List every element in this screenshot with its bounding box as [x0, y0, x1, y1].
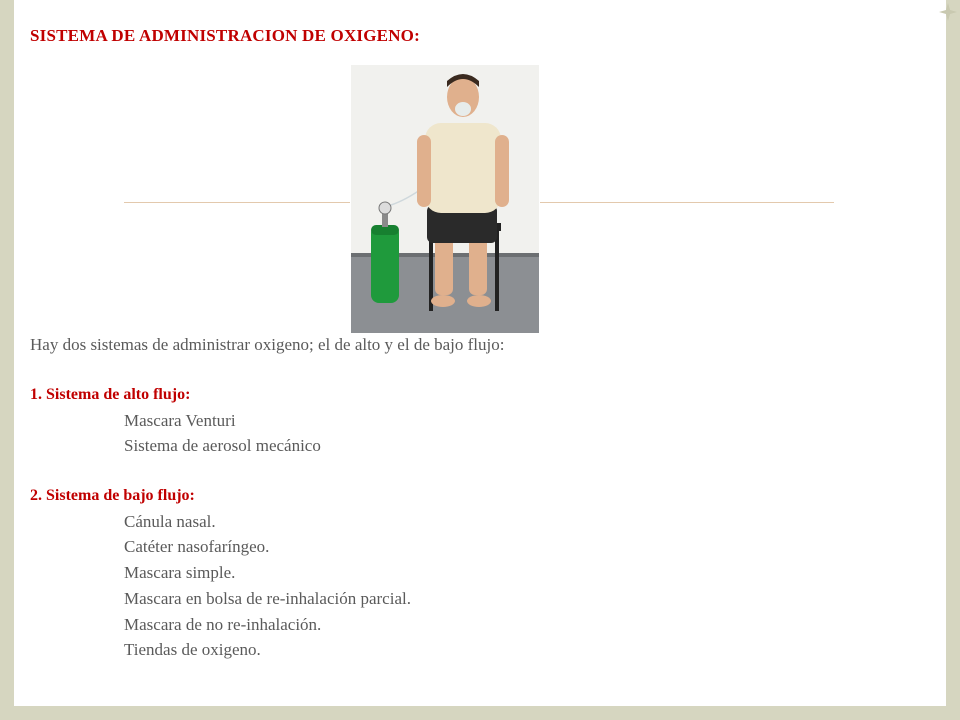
section-high-flow-heading: 1. Sistema de alto flujo:: [30, 386, 191, 403]
list-item: Mascara Venturi: [124, 411, 236, 430]
list-item: Mascara en bolsa de re-inhalación parcial.: [124, 589, 411, 608]
list-item: Mascara de no re-inhalación.: [124, 615, 322, 634]
list-item: Mascara simple.: [124, 563, 236, 582]
list-item: Cánula nasal.: [124, 512, 216, 531]
list-item: Sistema de aerosol mecánico: [124, 436, 321, 455]
patient-oxygen-photo: [351, 65, 539, 333]
slide-frame-right: [946, 0, 960, 720]
divider-right: [540, 202, 834, 203]
slide-title: SISTEMA DE ADMINISTRACION DE OXIGENO:: [30, 26, 420, 45]
slide-frame-bottom: [0, 706, 960, 720]
star-icon: [938, 2, 958, 22]
slide-frame-left: [0, 0, 14, 720]
list-item: Catéter nasofaríngeo.: [124, 537, 270, 556]
section-low-flow-heading: 2. Sistema de bajo flujo:: [30, 487, 195, 504]
divider-left: [124, 202, 350, 203]
list-item: Tiendas de oxigeno.: [124, 640, 261, 659]
intro-text: Hay dos sistemas de administrar oxigeno; el de alto y el de bajo flujo:: [30, 335, 505, 354]
